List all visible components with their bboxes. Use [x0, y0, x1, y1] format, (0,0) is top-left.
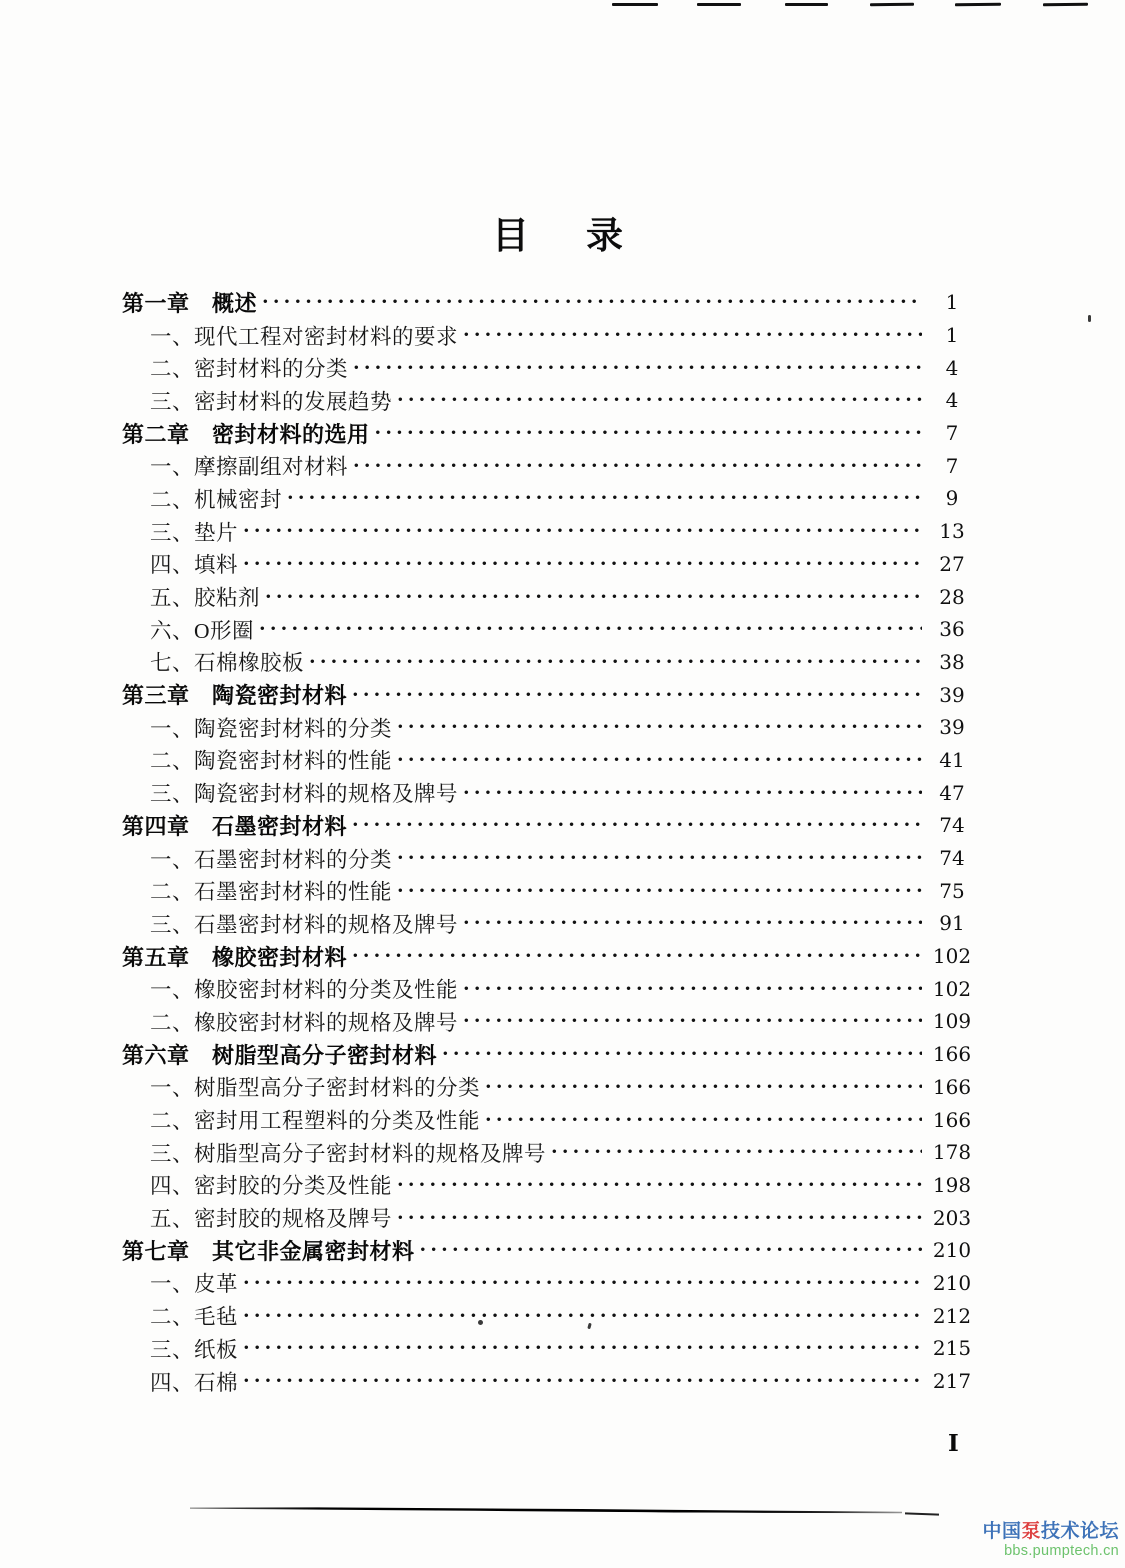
dotted-leader	[397, 388, 922, 412]
toc-entry-page-number: 47	[939, 780, 965, 805]
toc-entry-page-number: 75	[939, 878, 965, 903]
toc-entry-page-number: 217	[932, 1369, 972, 1394]
toc-entry-page-number: 4	[945, 388, 959, 413]
scan-artifact-dash	[785, 3, 828, 6]
scan-artifact-line	[190, 1506, 902, 1513]
dotted-leader	[353, 454, 922, 478]
dotted-leader	[243, 1271, 922, 1295]
toc-entry	[122, 613, 976, 646]
toc-entry-label: 四、石棉	[150, 1370, 239, 1395]
toc-entry	[122, 1267, 976, 1300]
toc-entry-label: 一、树脂型高分子密封材料的分类	[150, 1076, 481, 1101]
toc-entry-page-number: 166	[932, 1107, 972, 1132]
dotted-leader	[243, 1336, 922, 1360]
toc-entry-label: 第三章 陶瓷密封材料	[122, 683, 348, 709]
toc-entry	[122, 940, 976, 973]
toc-entry-label: 三、纸板	[150, 1337, 239, 1362]
folio-page-number: I	[948, 1430, 959, 1457]
toc-entry-page-number: 9	[945, 486, 959, 511]
scan-artifact-dash	[1043, 3, 1088, 7]
scan-artifact-dash	[612, 3, 658, 6]
dotted-leader	[243, 519, 922, 543]
toc-entry-label: 二、橡胶密封材料的规格及牌号	[150, 1010, 459, 1035]
dotted-leader	[375, 421, 922, 445]
toc-entry	[122, 1234, 976, 1267]
toc-entry-label: 二、石墨密封材料的性能	[150, 880, 393, 905]
toc-entry-page-number: 28	[939, 584, 965, 609]
toc-entry	[122, 1365, 976, 1398]
toc-entry-page-number: 102	[932, 976, 972, 1001]
toc-entry-page-number: 74	[939, 813, 965, 838]
toc-entry-label: 五、胶粘剂	[150, 586, 261, 611]
toc-entry	[122, 1005, 976, 1038]
toc-entry-label: 一、现代工程对密封材料的要求	[150, 324, 459, 349]
dotted-leader	[420, 1238, 922, 1262]
dotted-leader	[463, 1009, 922, 1033]
table-of-contents	[122, 286, 976, 1397]
toc-entry-label: 一、皮革	[150, 1272, 239, 1297]
toc-entry-label: 二、毛毡	[150, 1305, 239, 1330]
toc-entry	[122, 1299, 976, 1332]
toc-entry-page-number: 1	[945, 290, 959, 315]
toc-entry-page-number: 36	[939, 617, 965, 642]
toc-entry-page-number: 166	[932, 1042, 972, 1067]
toc-entry-label: 第四章 石墨密封材料	[122, 813, 348, 839]
dotted-leader	[485, 1108, 922, 1132]
toc-entry-label: 第一章 概述	[122, 290, 258, 316]
toc-entry-label: 第二章 密封材料的选用	[122, 421, 370, 447]
toc-entry	[122, 972, 976, 1005]
toc-entry-label: 三、陶瓷密封材料的规格及牌号	[150, 782, 459, 807]
toc-entry-page-number: 39	[939, 715, 965, 740]
toc-entry-page-number: 178	[932, 1140, 972, 1165]
scan-speck	[1088, 315, 1091, 322]
toc-entry	[122, 776, 976, 809]
toc-entry-label: 七、石棉橡胶板	[150, 651, 305, 676]
toc-entry-page-number: 109	[932, 1009, 972, 1034]
toc-entry-label: 三、树脂型高分子密封材料的规格及牌号	[150, 1141, 547, 1166]
dotted-leader	[463, 911, 922, 935]
dotted-leader	[397, 1173, 922, 1197]
toc-entry-page-number: 7	[945, 421, 959, 446]
toc-entry-label: 四、密封胶的分类及性能	[150, 1174, 393, 1199]
dotted-leader	[265, 585, 922, 609]
dotted-leader	[353, 356, 922, 380]
dotted-leader	[352, 813, 922, 837]
toc-entry-label: 三、密封材料的发展趋势	[150, 389, 393, 414]
dotted-leader	[485, 1075, 922, 1099]
toc-entry	[122, 319, 976, 352]
toc-entry-label: 一、橡胶密封材料的分类及性能	[150, 978, 459, 1003]
toc-entry-label: 二、机械密封	[150, 487, 283, 512]
toc-entry	[122, 678, 976, 711]
toc-entry-label: 二、密封用工程塑料的分类及性能	[150, 1109, 481, 1134]
toc-entry-label: 第六章 树脂型高分子密封材料	[122, 1042, 438, 1068]
toc-entry-page-number: 1	[945, 323, 959, 348]
dotted-leader	[352, 683, 922, 707]
dotted-leader	[397, 879, 922, 903]
toc-entry	[122, 384, 976, 417]
dotted-leader	[397, 846, 922, 870]
toc-entry-page-number: 210	[932, 1270, 972, 1295]
toc-entry	[122, 515, 976, 548]
toc-entry-page-number: 212	[932, 1303, 972, 1328]
toc-entry-page-number: 38	[939, 649, 965, 674]
toc-entry	[122, 1332, 976, 1365]
scan-artifact-dash	[870, 3, 914, 6]
toc-entry-label: 第七章 其它非金属密封材料	[122, 1238, 415, 1264]
toc-entry-page-number: 166	[932, 1074, 972, 1099]
dotted-leader	[243, 1304, 922, 1328]
toc-entry	[122, 417, 976, 450]
watermark	[982, 1521, 1119, 1560]
toc-entry	[122, 809, 976, 842]
toc-entry-page-number: 210	[932, 1238, 972, 1263]
dotted-leader	[463, 781, 922, 805]
toc-entry-label: 六、O形圈	[150, 618, 255, 643]
toc-entry-page-number: 7	[945, 453, 959, 478]
scan-artifact-line-tail	[905, 1512, 939, 1515]
toc-entry-label: 四、填料	[150, 553, 239, 578]
toc-entry	[122, 842, 976, 875]
toc-entry-page-number: 74	[939, 846, 965, 871]
toc-entry	[122, 1169, 976, 1202]
toc-entry-page-number: 198	[932, 1172, 972, 1197]
toc-entry-page-number: 203	[932, 1205, 972, 1230]
toc-entry-label: 一、陶瓷密封材料的分类	[150, 716, 393, 741]
page-title: 目 录	[492, 215, 633, 256]
toc-entry	[122, 548, 976, 581]
dotted-leader	[243, 1369, 922, 1393]
dotted-leader	[463, 977, 922, 1001]
dotted-leader	[243, 552, 922, 576]
toc-entry	[122, 482, 976, 515]
dotted-leader	[259, 617, 922, 641]
toc-entry-label: 二、密封材料的分类	[150, 357, 349, 382]
toc-entry	[122, 646, 976, 679]
toc-entry-label: 五、密封胶的规格及牌号	[150, 1207, 393, 1232]
toc-entry	[122, 907, 976, 940]
toc-entry	[122, 1103, 976, 1136]
toc-entry	[122, 744, 976, 777]
toc-entry-page-number: 4	[945, 355, 959, 380]
dotted-leader	[442, 1042, 922, 1066]
toc-entry	[122, 449, 976, 482]
toc-entry	[122, 1071, 976, 1104]
toc-entry-label: 三、垫片	[150, 520, 239, 545]
toc-entry-page-number: 91	[939, 911, 965, 936]
watermark-text-part: 技术论坛	[1040, 1521, 1119, 1543]
dotted-leader	[309, 650, 922, 674]
scan-artifact-dash	[697, 3, 741, 6]
dotted-leader	[397, 748, 922, 772]
toc-entry-label: 一、摩擦副组对材料	[150, 455, 349, 480]
scan-artifact-dash	[955, 3, 1001, 7]
toc-entry-page-number: 102	[932, 944, 972, 969]
toc-entry-page-number: 13	[939, 519, 965, 544]
toc-entry	[122, 1136, 976, 1169]
toc-entry-label: 三、石墨密封材料的规格及牌号	[150, 912, 459, 937]
toc-entry-label: 一、石墨密封材料的分类	[150, 847, 393, 872]
watermark-forum-name	[982, 1521, 1119, 1543]
watermark-text-part: 中国	[982, 1521, 1022, 1543]
dotted-leader	[262, 290, 922, 314]
toc-entry-page-number: 27	[939, 551, 965, 576]
toc-entry-page-number: 215	[932, 1336, 972, 1361]
toc-entry	[122, 351, 976, 384]
dotted-leader	[397, 715, 922, 739]
toc-entry-page-number: 41	[939, 747, 965, 772]
toc-entry	[122, 1201, 976, 1234]
dotted-leader	[551, 1140, 922, 1164]
toc-entry-label: 第五章 橡胶密封材料	[122, 944, 348, 970]
toc-entry-label: 二、陶瓷密封材料的性能	[150, 749, 393, 774]
toc-entry	[122, 286, 976, 319]
watermark-text-part: 泵	[1021, 1521, 1041, 1543]
dotted-leader	[463, 323, 922, 347]
dotted-leader	[397, 1206, 922, 1230]
toc-entry	[122, 580, 976, 613]
watermark-forum-url: bbs.pumptech.cn	[1004, 1543, 1119, 1560]
scan-speck	[478, 1320, 483, 1325]
dotted-leader	[287, 486, 922, 510]
toc-entry	[122, 1038, 976, 1071]
dotted-leader	[352, 944, 922, 968]
toc-entry	[122, 711, 976, 744]
toc-entry	[122, 874, 976, 907]
toc-entry-page-number: 39	[939, 682, 965, 707]
